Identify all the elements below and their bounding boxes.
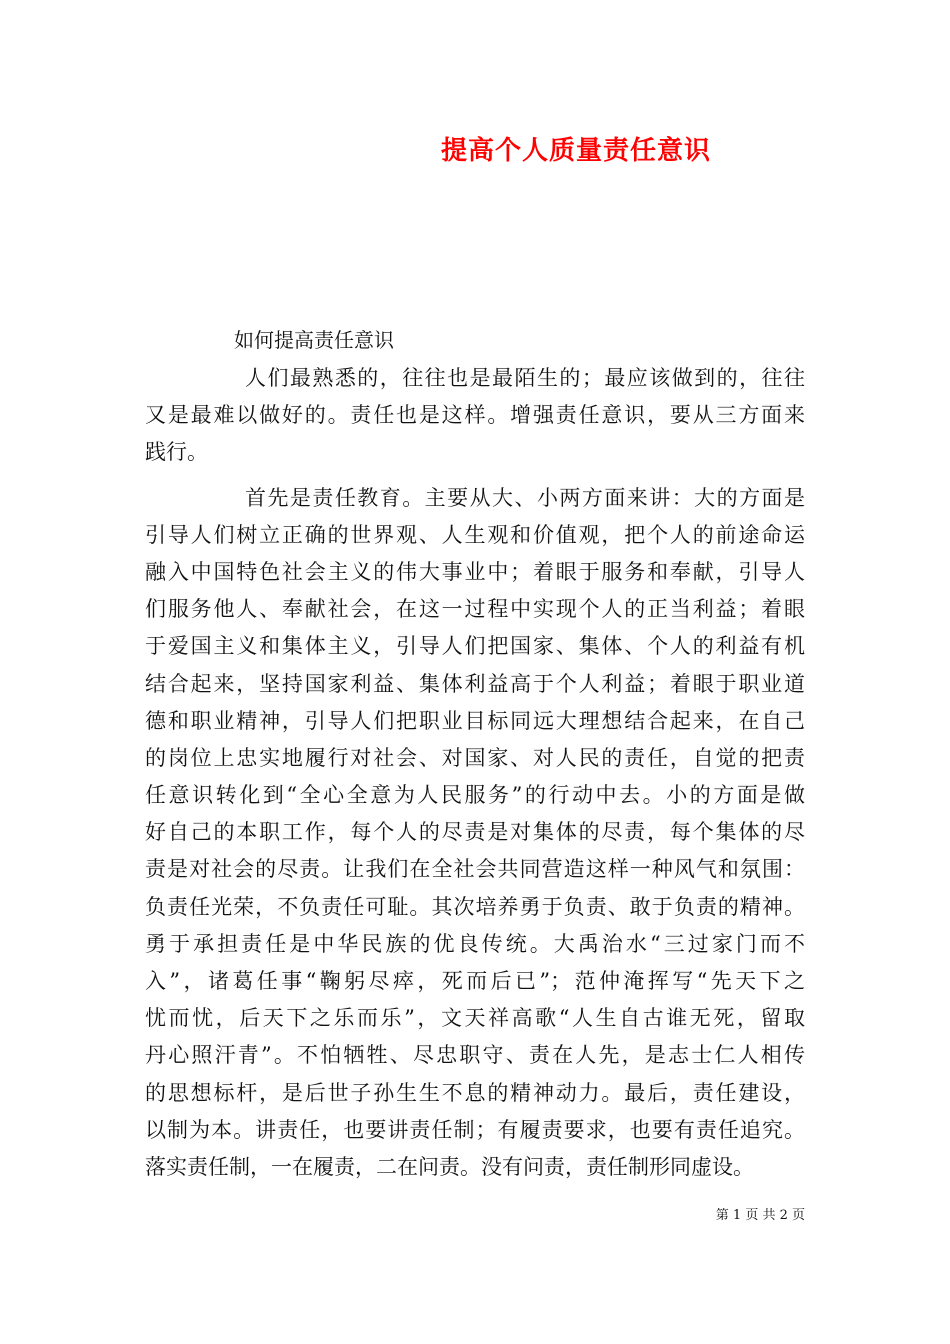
text-line: 的思想标杆，是后世子孙生生不息的精神动力。最后，责任建设， xyxy=(145,1080,805,1105)
page-number: 第 1 页 共 2 页 xyxy=(715,1208,805,1223)
text-line: 勇于承担责任是中华民族的优良传统。大禹治水“三过家门而不 xyxy=(145,931,805,956)
text-line: 们服务他人、奉献社会，在这一过程中实现个人的正当利益；着眼 xyxy=(145,597,805,622)
text-line: 践行。 xyxy=(145,440,208,465)
text-line: 人们最熟悉的，往往也是最陌生的；最应该做到的，往往 xyxy=(245,366,805,390)
text-line: 入”，诸葛任事“鞠躬尽瘁，死而后已”；范仲淹挥写“先天下之 xyxy=(145,969,805,993)
text-line: 丹心照汗青”。不怕牺牲、尽忠职守、责在人先，是志士仁人相传 xyxy=(145,1043,805,1068)
text-line: 任意识转化到“全心全意为人民服务”的行动中去。小的方面是做 xyxy=(145,783,805,808)
paragraph-2 xyxy=(145,480,805,1187)
paragraph-1 xyxy=(145,360,805,472)
text-line: 责是对社会的尽责。让我们在全社会共同营造这样一种风气和氛围： xyxy=(145,857,805,882)
text-line: 的岗位上忠实地履行对社会、对国家、对人民的责任，自觉的把责 xyxy=(145,745,805,770)
text-line: 忧而忧，后天下之乐而乐”，文天祥高歌“人生自古谁无死，留取 xyxy=(145,1006,805,1031)
section-heading: 如何提高责任意识 xyxy=(234,328,394,352)
document-title: 提高个人质量责任意识 xyxy=(440,136,711,166)
text-line: 于爱国主义和集体主义，引导人们把国家、集体、个人的利益有机 xyxy=(145,634,805,659)
text-line: 落实责任制，一在履责，二在问责。没有问责，责任制形同虚设。 xyxy=(145,1154,754,1179)
text-line: 以制为本。讲责任，也要讲责任制；有履责要求，也要有责任追究。 xyxy=(145,1117,805,1142)
text-line: 又是最难以做好的。责任也是这样。增强责任意识，要从三方面来 xyxy=(145,403,805,428)
text-line: 结合起来，坚持国家利益、集体利益高于个人利益；着眼于职业道 xyxy=(145,671,805,696)
text-line: 好自己的本职工作，每个人的尽责是对集体的尽责，每个集体的尽 xyxy=(145,820,805,845)
text-line: 首先是责任教育。主要从大、小两方面来讲：大的方面是 xyxy=(245,485,805,510)
text-line: 引导人们树立正确的世界观、人生观和价值观，把个人的前途命运 xyxy=(145,522,805,547)
text-line: 德和职业精神，引导人们把职业目标同远大理想结合起来，在自己 xyxy=(145,708,805,733)
text-line: 融入中国特色社会主义的伟大事业中；着眼于服务和奉献，引导人 xyxy=(145,559,805,584)
text-line: 负责任光荣，不负责任可耻。其次培养勇于负责、敢于负责的精神。 xyxy=(145,894,805,919)
document-body xyxy=(145,360,805,1186)
